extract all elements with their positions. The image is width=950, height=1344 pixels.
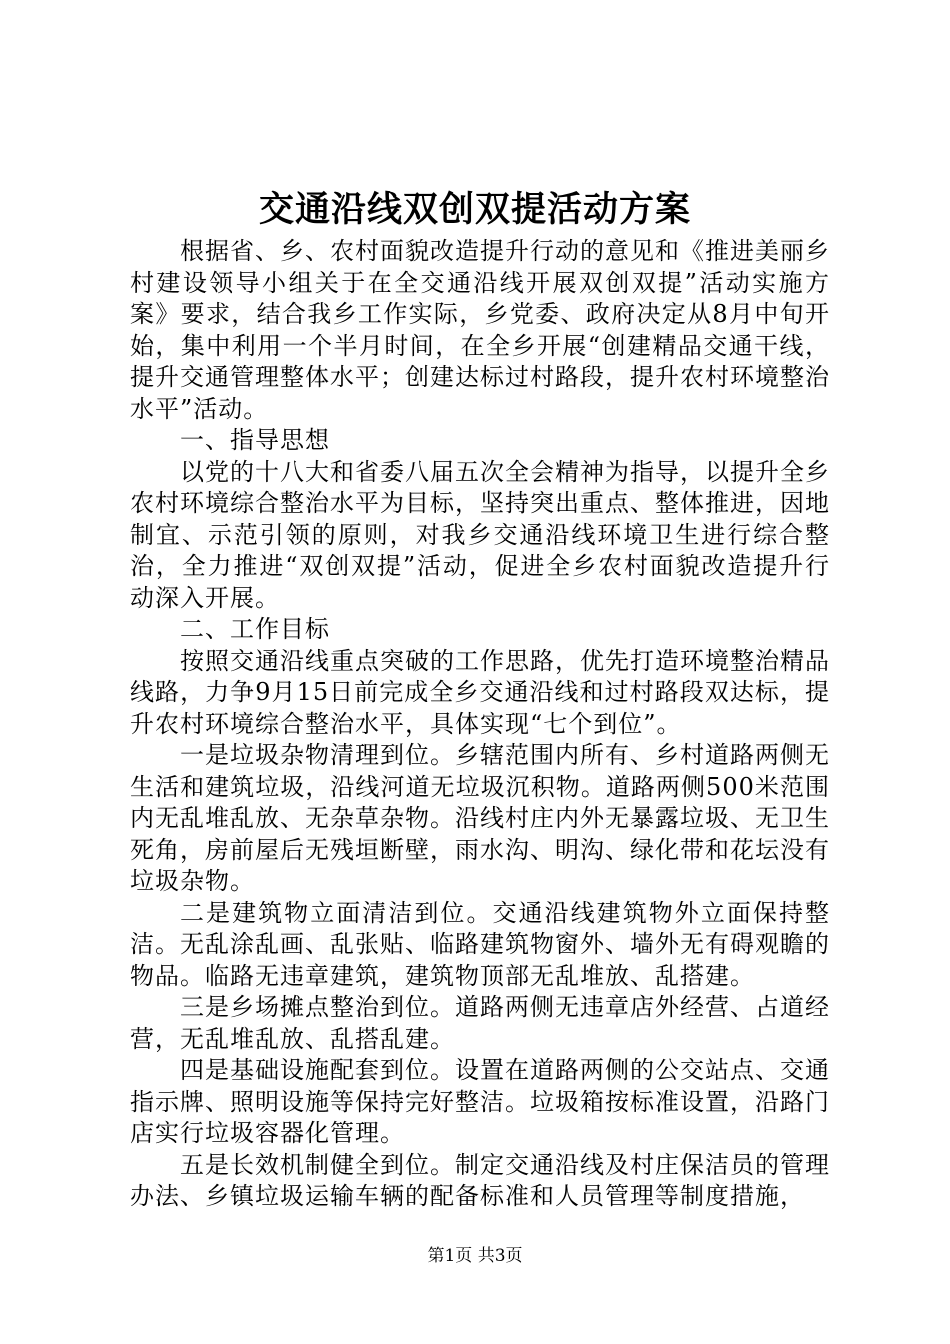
- paragraph-item-1: 一是垃圾杂物清理到位。乡辖范围内所有、乡村道路两侧无生活和建筑垃圾，沿线河道无垃圾沉积物。道路两侧500米范围内无乱堆乱放、无杂草杂物。沿线村庄内外无暴露垃圾、无卫生死角，房前屋后无残垣断壁，雨水沟、明沟、绿化带和花坛没有垃圾杂物。: [130, 741, 830, 895]
- paragraph-work-goals: 按照交通沿线重点突破的工作思路，优先打造环境整治精品线路，力争9月15日前完成全乡交通沿线和过村路段双达标，提升农村环境综合整治水平，具体实现“七个到位”。: [130, 646, 830, 738]
- document-title: 交通沿线双创双提活动方案: [258, 189, 691, 230]
- paragraph-item-3: 三是乡场摊点整治到位。道路两侧无违章店外经营、占道经营，无乱堆乱放、乱搭乱建。: [130, 993, 830, 1053]
- heading-work-goals: 二、工作目标: [180, 615, 330, 643]
- document-body: [130, 236, 830, 1213]
- heading-guiding-ideology: 一、指导思想: [180, 426, 330, 454]
- paragraph-guiding-ideology: 以党的十八大和省委八届五次全会精神为指导，以提升全乡农村环境综合整治水平为目标，坚持突出重点、整体推进，因地制宜、示范引领的原则，对我乡交通沿线环境卫生进行综合整治，全力推进“双创双提”活动，促进全乡农村面貌改造提升行动深入开展。: [130, 457, 830, 612]
- paragraph-item-4: 四是基础设施配套到位。设置在道路两侧的公交站点、交通指示牌、照明设施等保持完好整洁。垃圾箱按标准设置，沿路门店实行垃圾容器化管理。: [130, 1056, 830, 1147]
- paragraph-intro: 根据省、乡、农村面貌改造提升行动的意见和《推进美丽乡村建设领导小组关于在全交通沿线开展双创双提”活动实施方案》要求，结合我乡工作实际，乡党委、政府决定从8月中旬开始，集中利用一个半月时间，在全乡开展“创建精品交通干线，提升交通管理整体水平；创建达标过村路段，提升农村环境整治水平”活动。: [130, 237, 830, 423]
- paragraph-item-5: 五是长效机制健全到位。制定交通沿线及村庄保洁员的管理办法、乡镇垃圾运输车辆的配备标准和人员管理等制度措施，: [130, 1150, 830, 1210]
- page-number-footer: 第1页 共3页: [427, 1246, 523, 1266]
- paragraph-item-2: 二是建筑物立面清洁到位。交通沿线建筑物外立面保持整洁。无乱涂乱画、乱张贴、临路建筑物窗外、墙外无有碍观瞻的物品。临路无违章建筑，建筑物顶部无乱堆放、乱搭建。: [130, 898, 830, 990]
